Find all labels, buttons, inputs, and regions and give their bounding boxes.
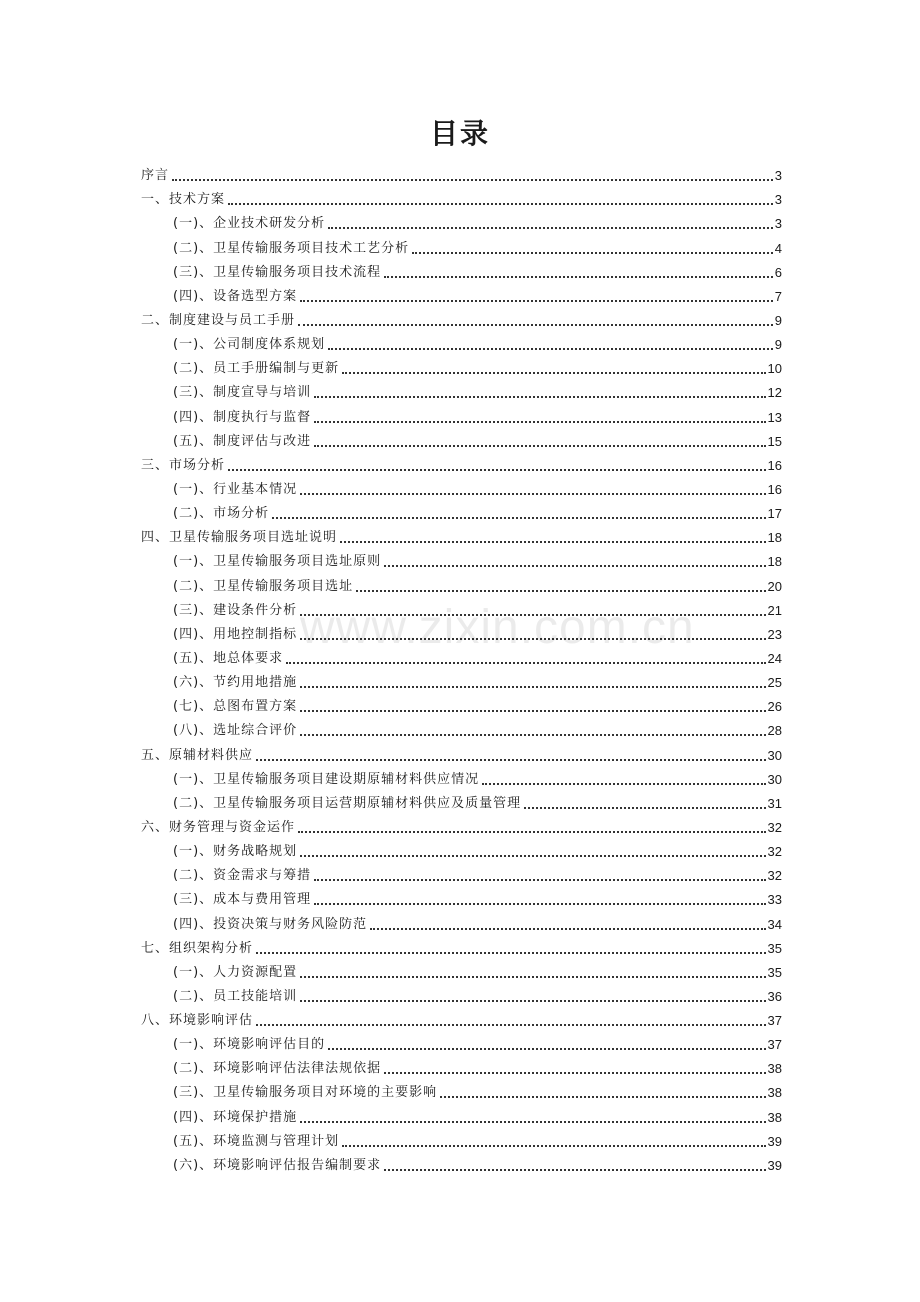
toc-entry-chapter[interactable] <box>141 739 782 763</box>
dot-leader <box>342 1145 765 1147</box>
toc-entry-section[interactable] <box>141 208 782 232</box>
toc-entry-label: (二)、卫星传输服务项目技术工艺分析 <box>173 240 410 256</box>
dot-leader <box>172 179 773 181</box>
toc-entry-label: (七)、总图布置方案 <box>173 699 298 715</box>
dot-leader <box>328 227 773 229</box>
toc-entry-label: (四)、设备选型方案 <box>173 288 298 304</box>
toc-entry-chapter[interactable] <box>141 160 782 184</box>
dot-leader <box>228 469 766 471</box>
toc-page-number: 21 <box>767 602 782 618</box>
toc-page-number: 17 <box>767 506 782 522</box>
toc-entry-label: 四、卫星传输服务项目选址说明 <box>141 530 338 546</box>
toc-entry-section[interactable] <box>141 1029 782 1053</box>
toc-entry-section[interactable] <box>141 1053 782 1077</box>
toc-page-number: 3 <box>774 192 782 208</box>
dot-leader <box>370 928 765 930</box>
toc-entry-label: (二)、卫星传输服务项目运营期原辅材料供应及质量管理 <box>173 795 522 811</box>
dot-leader <box>300 734 765 736</box>
toc-page-number: 32 <box>767 868 782 884</box>
dot-leader <box>300 1000 765 1002</box>
toc-entry-chapter[interactable] <box>141 522 782 546</box>
toc-entry-section[interactable] <box>141 1101 782 1125</box>
toc-page-number: 20 <box>767 578 782 594</box>
toc-page-number: 38 <box>767 1085 782 1101</box>
toc-entry-section[interactable] <box>141 1126 782 1150</box>
toc-entry-label: (八)、选址综合评价 <box>173 723 298 739</box>
toc-entry-section[interactable] <box>141 1077 782 1101</box>
toc-entry-section[interactable] <box>141 401 782 425</box>
toc-entry-label: (三)、建设条件分析 <box>173 602 298 618</box>
toc-entry-label: (一)、企业技术研发分析 <box>173 216 326 232</box>
toc-entry-label: 五、原辅材料供应 <box>141 747 254 763</box>
toc-entry-section[interactable] <box>141 836 782 860</box>
toc-entry-section[interactable] <box>141 884 782 908</box>
toc-page-number: 38 <box>767 1061 782 1077</box>
toc-page-number: 28 <box>767 723 782 739</box>
toc-entry-section[interactable] <box>141 957 782 981</box>
toc-page-number: 7 <box>774 288 782 304</box>
dot-leader <box>412 252 773 254</box>
toc-page-number: 18 <box>767 554 782 570</box>
toc-entry-section[interactable] <box>141 232 782 256</box>
dot-leader <box>300 710 765 712</box>
toc-page-number: 18 <box>767 530 782 546</box>
toc-page-number: 37 <box>767 1013 782 1029</box>
toc-entry-label: (四)、用地控制指标 <box>173 626 298 642</box>
dot-leader <box>384 1169 765 1171</box>
toc-entry-label: (二)、员工技能培训 <box>173 988 298 1004</box>
toc-page-number: 16 <box>767 481 782 497</box>
toc-entry-label: 七、组织架构分析 <box>141 940 254 956</box>
toc-entry-label: (二)、市场分析 <box>173 506 270 522</box>
toc-page-number: 4 <box>774 240 782 256</box>
toc-page-number: 3 <box>774 216 782 232</box>
dot-leader <box>328 348 773 350</box>
dot-leader <box>314 903 765 905</box>
toc-entry-chapter[interactable] <box>141 184 782 208</box>
toc-entry-label: (二)、资金需求与筹措 <box>173 868 312 884</box>
toc-entry-section[interactable] <box>141 353 782 377</box>
toc-entry-label: (一)、行业基本情况 <box>173 481 298 497</box>
toc-page-number: 3 <box>774 168 782 184</box>
toc-page-number: 30 <box>767 747 782 763</box>
dot-leader <box>256 1024 766 1026</box>
toc-entry-section[interactable] <box>141 1150 782 1174</box>
toc-page-number: 39 <box>767 1133 782 1149</box>
dot-leader <box>300 638 765 640</box>
toc-entry-chapter[interactable] <box>141 933 782 957</box>
toc-entry-chapter[interactable] <box>141 1005 782 1029</box>
toc-page-number: 32 <box>767 819 782 835</box>
toc-entry-section[interactable] <box>141 474 782 498</box>
dot-leader <box>340 541 766 543</box>
toc-entry-label: (六)、环境影响评估报告编制要求 <box>173 1157 382 1173</box>
toc-page-number: 37 <box>767 1037 782 1053</box>
toc-entry-section[interactable] <box>141 377 782 401</box>
toc-page-number: 36 <box>767 988 782 1004</box>
toc-entry-section[interactable] <box>141 498 782 522</box>
toc-page-number: 16 <box>767 457 782 473</box>
dot-leader <box>300 976 765 978</box>
toc-page-number: 26 <box>767 699 782 715</box>
dot-leader <box>328 1048 765 1050</box>
toc-entry-label: 六、财务管理与资金运作 <box>141 819 296 835</box>
dot-leader <box>256 952 766 954</box>
toc-entry-section[interactable] <box>141 570 782 594</box>
toc-entry-label: (一)、公司制度体系规划 <box>173 337 326 353</box>
watermark: www.zixin.com.cn <box>300 601 695 654</box>
dot-leader <box>482 783 765 785</box>
dot-leader <box>314 396 765 398</box>
toc-entry-label: 八、环境影响评估 <box>141 1013 254 1029</box>
toc-page-number: 24 <box>767 650 782 666</box>
toc-entry-label: (四)、环境保护措施 <box>173 1109 298 1125</box>
toc-entry-section[interactable] <box>141 257 782 281</box>
toc-entry-section[interactable] <box>141 595 782 619</box>
dot-leader <box>384 1072 765 1074</box>
toc-entry-label: 一、技术方案 <box>141 192 226 208</box>
toc-page-number: 10 <box>767 361 782 377</box>
toc-entry-label: (二)、环境影响评估法律法规依据 <box>173 1061 382 1077</box>
toc-page-number: 23 <box>767 626 782 642</box>
toc-entry-label: (五)、环境监测与管理计划 <box>173 1133 340 1149</box>
toc-entry-label: 三、市场分析 <box>141 457 226 473</box>
toc-entry-label: 二、制度建设与员工手册 <box>141 312 296 328</box>
dot-leader <box>298 831 766 833</box>
dot-leader <box>300 614 765 616</box>
toc-page-number: 34 <box>767 916 782 932</box>
toc-page-number: 31 <box>767 795 782 811</box>
toc-entry-section[interactable] <box>141 546 782 570</box>
dot-leader <box>286 662 765 664</box>
toc-entry-label: (四)、投资决策与财务风险防范 <box>173 916 368 932</box>
dot-leader <box>314 445 765 447</box>
toc-page-number: 15 <box>767 433 782 449</box>
toc-entry-section[interactable] <box>141 764 782 788</box>
toc-entry-section[interactable] <box>141 691 782 715</box>
dot-leader <box>300 300 773 302</box>
toc-entry-label: (五)、地总体要求 <box>173 650 284 666</box>
dot-leader <box>314 421 765 423</box>
toc-entry-section[interactable] <box>141 619 782 643</box>
dot-leader <box>384 565 765 567</box>
toc-entry-chapter[interactable] <box>141 305 782 329</box>
toc-entry-label: (二)、卫星传输服务项目选址 <box>173 578 354 594</box>
toc-entry-label: (三)、卫星传输服务项目技术流程 <box>173 264 382 280</box>
dot-leader <box>384 276 773 278</box>
toc-page-number: 35 <box>767 940 782 956</box>
toc-entry-section[interactable] <box>141 860 782 884</box>
dot-leader <box>228 203 773 205</box>
toc-entry-label: 序言 <box>141 168 170 184</box>
dot-leader <box>314 879 765 881</box>
dot-leader <box>256 759 766 761</box>
toc-entry-section[interactable] <box>141 426 782 450</box>
toc-entry-label: (四)、制度执行与监督 <box>173 409 312 425</box>
toc-entry-section[interactable] <box>141 788 782 812</box>
toc-entry-label: (三)、制度宣导与培训 <box>173 385 312 401</box>
toc-page-number: 12 <box>767 385 782 401</box>
toc-entry-label: (三)、卫星传输服务项目对环境的主要影响 <box>173 1085 438 1101</box>
dot-leader <box>440 1096 765 1098</box>
toc-entry-label: (一)、卫星传输服务项目建设期原辅材料供应情况 <box>173 771 480 787</box>
toc-page-number: 6 <box>774 264 782 280</box>
toc-entry-label: (三)、成本与费用管理 <box>173 892 312 908</box>
toc-entry-section[interactable] <box>141 281 782 305</box>
dot-leader <box>524 807 765 809</box>
toc-entry-section[interactable] <box>141 329 782 353</box>
toc-page-number: 9 <box>774 312 782 328</box>
toc-entry-chapter[interactable] <box>141 812 782 836</box>
dot-leader <box>300 1121 765 1123</box>
toc-entry-label: (六)、节约用地措施 <box>173 675 298 691</box>
page-title: 目录 <box>429 117 490 150</box>
table-of-contents <box>141 160 782 1174</box>
toc-page-number: 32 <box>767 844 782 860</box>
toc-page-number: 25 <box>767 675 782 691</box>
toc-page-number: 30 <box>767 771 782 787</box>
toc-entry-label: (一)、环境影响评估目的 <box>173 1037 326 1053</box>
toc-entry-label: (一)、人力资源配置 <box>173 964 298 980</box>
toc-page-number: 38 <box>767 1109 782 1125</box>
dot-leader <box>298 324 773 326</box>
toc-page-number: 9 <box>774 337 782 353</box>
dot-leader <box>356 590 765 592</box>
toc-page-number: 13 <box>767 409 782 425</box>
toc-entry-section[interactable] <box>141 643 782 667</box>
dot-leader <box>342 372 765 374</box>
toc-entry-chapter[interactable] <box>141 450 782 474</box>
toc-entry-section[interactable] <box>141 981 782 1005</box>
dot-leader <box>300 855 765 857</box>
toc-entry-section[interactable] <box>141 715 782 739</box>
toc-entry-label: (一)、卫星传输服务项目选址原则 <box>173 554 382 570</box>
toc-entry-label: (五)、制度评估与改进 <box>173 433 312 449</box>
toc-page-number: 39 <box>767 1157 782 1173</box>
toc-entry-label: (一)、财务战略规划 <box>173 844 298 860</box>
dot-leader <box>272 517 765 519</box>
dot-leader <box>300 686 765 688</box>
toc-page-number: 35 <box>767 964 782 980</box>
toc-entry-label: (二)、员工手册编制与更新 <box>173 361 340 377</box>
dot-leader <box>300 493 765 495</box>
toc-page-number: 33 <box>767 892 782 908</box>
toc-entry-section[interactable] <box>141 908 782 932</box>
toc-entry-section[interactable] <box>141 667 782 691</box>
